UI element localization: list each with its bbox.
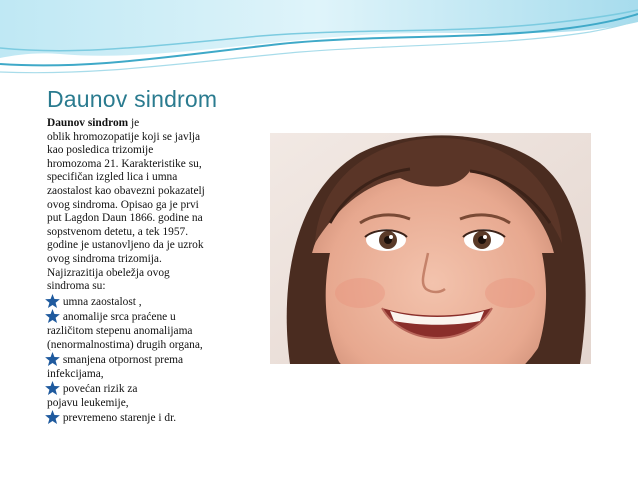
star-icon: [45, 381, 60, 395]
bullet-item: [47, 410, 262, 426]
bullet-text: umna zaostalost ,: [60, 295, 142, 308]
intro-bold-term: Daunov sindrom: [47, 117, 129, 129]
intro-paragraph: [47, 117, 262, 294]
bullet-item: [47, 352, 262, 381]
header-wave-decoration: [0, 0, 638, 90]
star-icon: [45, 410, 60, 424]
bullet-text: anomalije srca praćene u različitom stepenu anomalijama (nenormalnostima) drugih organa,: [47, 311, 203, 351]
bullet-text: prevremeno starenje i dr.: [60, 412, 177, 425]
portrait-illustration: [270, 133, 591, 364]
bullet-item: [47, 381, 262, 410]
bullet-text: smanjena otpornost prema infekcijama,: [47, 354, 184, 380]
bullet-item: [47, 309, 262, 352]
intro-text: je oblik hromozopatije koji se javlja kao posledica trizomije hromozoma 21. Karakteristike su, specifičan izgled lica i umna zaostalost kao obavezni pokazatelj ovog sindroma. Opisao ga je prvi put Lagdon Daun 1866. godine na sopstvenom detetu, a tek 1957. godine je ustanovljeno da je uzrok ovog sindroma trizomija. Najizrazitija obeležja ovog sindroma su:: [47, 117, 205, 293]
slide-body: [47, 117, 262, 426]
smiling-girl-photo: [270, 133, 591, 364]
star-icon: [45, 294, 60, 308]
bullet-text: povećan rizik za pojavu leukemije,: [47, 383, 138, 409]
star-icon: [45, 309, 60, 323]
bullet-item: [47, 294, 262, 310]
slide-title: Daunov sindrom: [47, 86, 218, 112]
star-icon: [45, 352, 60, 366]
